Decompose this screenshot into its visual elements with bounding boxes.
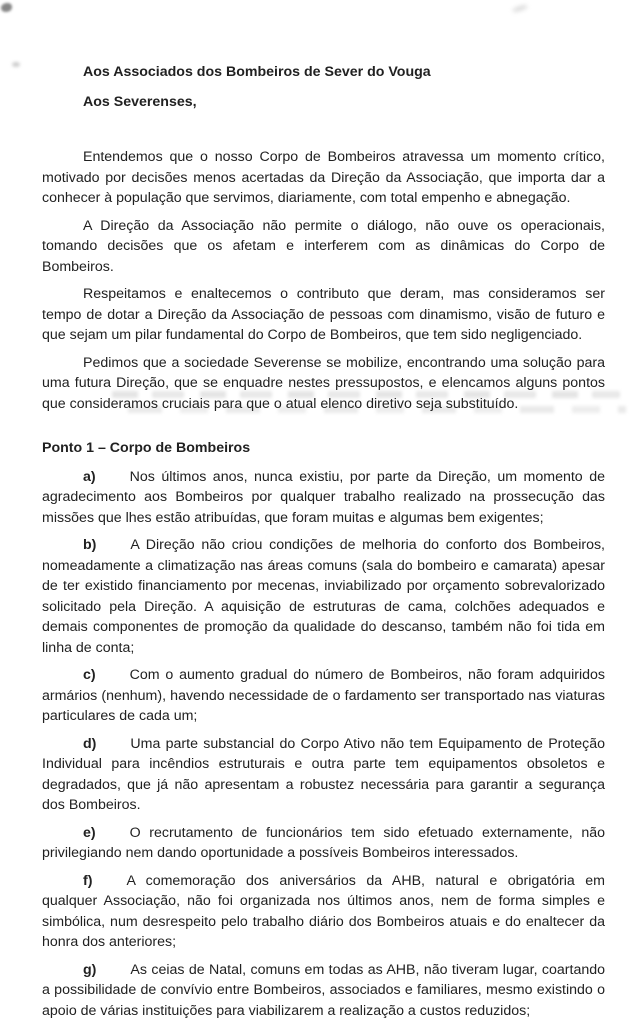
item-text-e: O recrutamento de funcionários tem sido efetuado externamente, não privilegiando nem dando oportunidade a possíveis Bombeiros interessados. [42,824,605,861]
list-item-f [42,871,605,953]
item-label-f: f) [83,872,93,889]
item-label-c: c) [83,667,96,683]
addressee-line-severenses: Aos Severenses, [83,94,197,110]
paragraph-contributo: Respeitamos e enaltecemos o contributo que deram, mas consideramos ser tempo de dotar a Direção da Associação de pessoas com dinamismo, visão de futuro e que sejam um pilar fundamental do Corpo de Bombeiros, que tem sido negligenciado. [42,286,605,343]
item-label-e: e) [83,824,96,841]
section-title-ponto-1: Ponto 1 – Corpo de Bombeiros [42,440,251,456]
addressee-line-associados: Aos Associados dos Bombeiros de Sever do Vouga [83,64,431,80]
list-item-b [42,535,605,658]
list-item-d [42,734,605,816]
item-text-b: A Direção não criou condições de melhoria do conforto dos Bombeiros, nomeadamente a climatização nas áreas comuns (sala do bombeiro e camarata) apesar de ter existido financiamento por mecenas, inviabilizado por orçamento sobrevalorizado solicitado pela Direção. A aquisição de estruturas de cama, colchões adequados e demais componentes de promoção da qualidade do descanso, também não foi tida em linha de conta; [42,537,605,656]
list-item-e [42,823,605,864]
item-text-g: As ceias de Natal, comuns em todas as AHB, não tiveram lugar, coartando a possibilidade de convívio entre Bombeiros, associados e familiares, mesmo existindo o apoio de várias instituições para viabilizarem a realização a custos reduzidos; [42,961,605,1019]
item-label-a: a) [83,468,96,485]
item-text-d: Uma parte substancial do Corpo Ativo não tem Equipamento de Proteção Individual para incêndios estruturais e outra parte tem equipamentos obsoletos e degradados, que já não apresentam a robustez necessária para garantir a segurança dos Bombeiros. [42,735,605,813]
paragraph-dialogo: A Direção da Associação não permite o diálogo, não ouve os operacionais, tomando decisões que os afetam e interferem com as dinâmicas do Corpo de Bombeiros. [42,217,605,275]
list-item-a [42,467,605,529]
item-text-f: A comemoração dos aniversários da AHB, natural e obrigatória em qualquer Associação, não foi organizada nos últimos anos, nem de forma simples e simbólica, num desrespeito pelo trabalho diário dos Bombeiros atuais e do enaltecer da honra dos anteriores; [42,872,605,950]
item-label-d: d) [83,735,97,752]
paragraph-intro: Entendemos que o nosso Corpo de Bombeiros atravessa um momento crítico, motivado por decisões menos acertadas da Direção da Associação, que importa dar a conhecer à população que servimos, diariamente, com total empenho e abnegação. [42,149,605,206]
scan-smudge-top-left [1,3,12,12]
letter-content [42,62,605,1024]
item-text-c: Com o aumento gradual do número de Bombeiros, não foram adquiridos armários (nenhum), havendo necessidade de o fardamento ser transportado nas viaturas particulares de cada um; [42,667,605,724]
list-item-g [42,960,605,1022]
scan-smudge-left [12,62,20,67]
list-item-c [42,665,605,727]
scan-smudge-top-right [512,4,529,14]
item-label-b: b) [83,537,97,553]
item-text-a: Nos últimos anos, nunca existiu, por parte da Direção, um momento de agradecimento aos Bombeiros por qualquer trabalho realizado na prossecução das missões que lhes estão atribuídas, que foram muitas e algumas bem exigentes; [42,468,605,526]
paragraph-apelo: Pedimos que a sociedade Severense se mobilize, encontrando uma solução para uma futura Direção, que se enquadre nestes pressupostos, e elencamos alguns pontos que consideramos cruciais para que o atual elenco diretivo seja substituído. [42,354,605,412]
item-label-g: g) [83,961,97,978]
